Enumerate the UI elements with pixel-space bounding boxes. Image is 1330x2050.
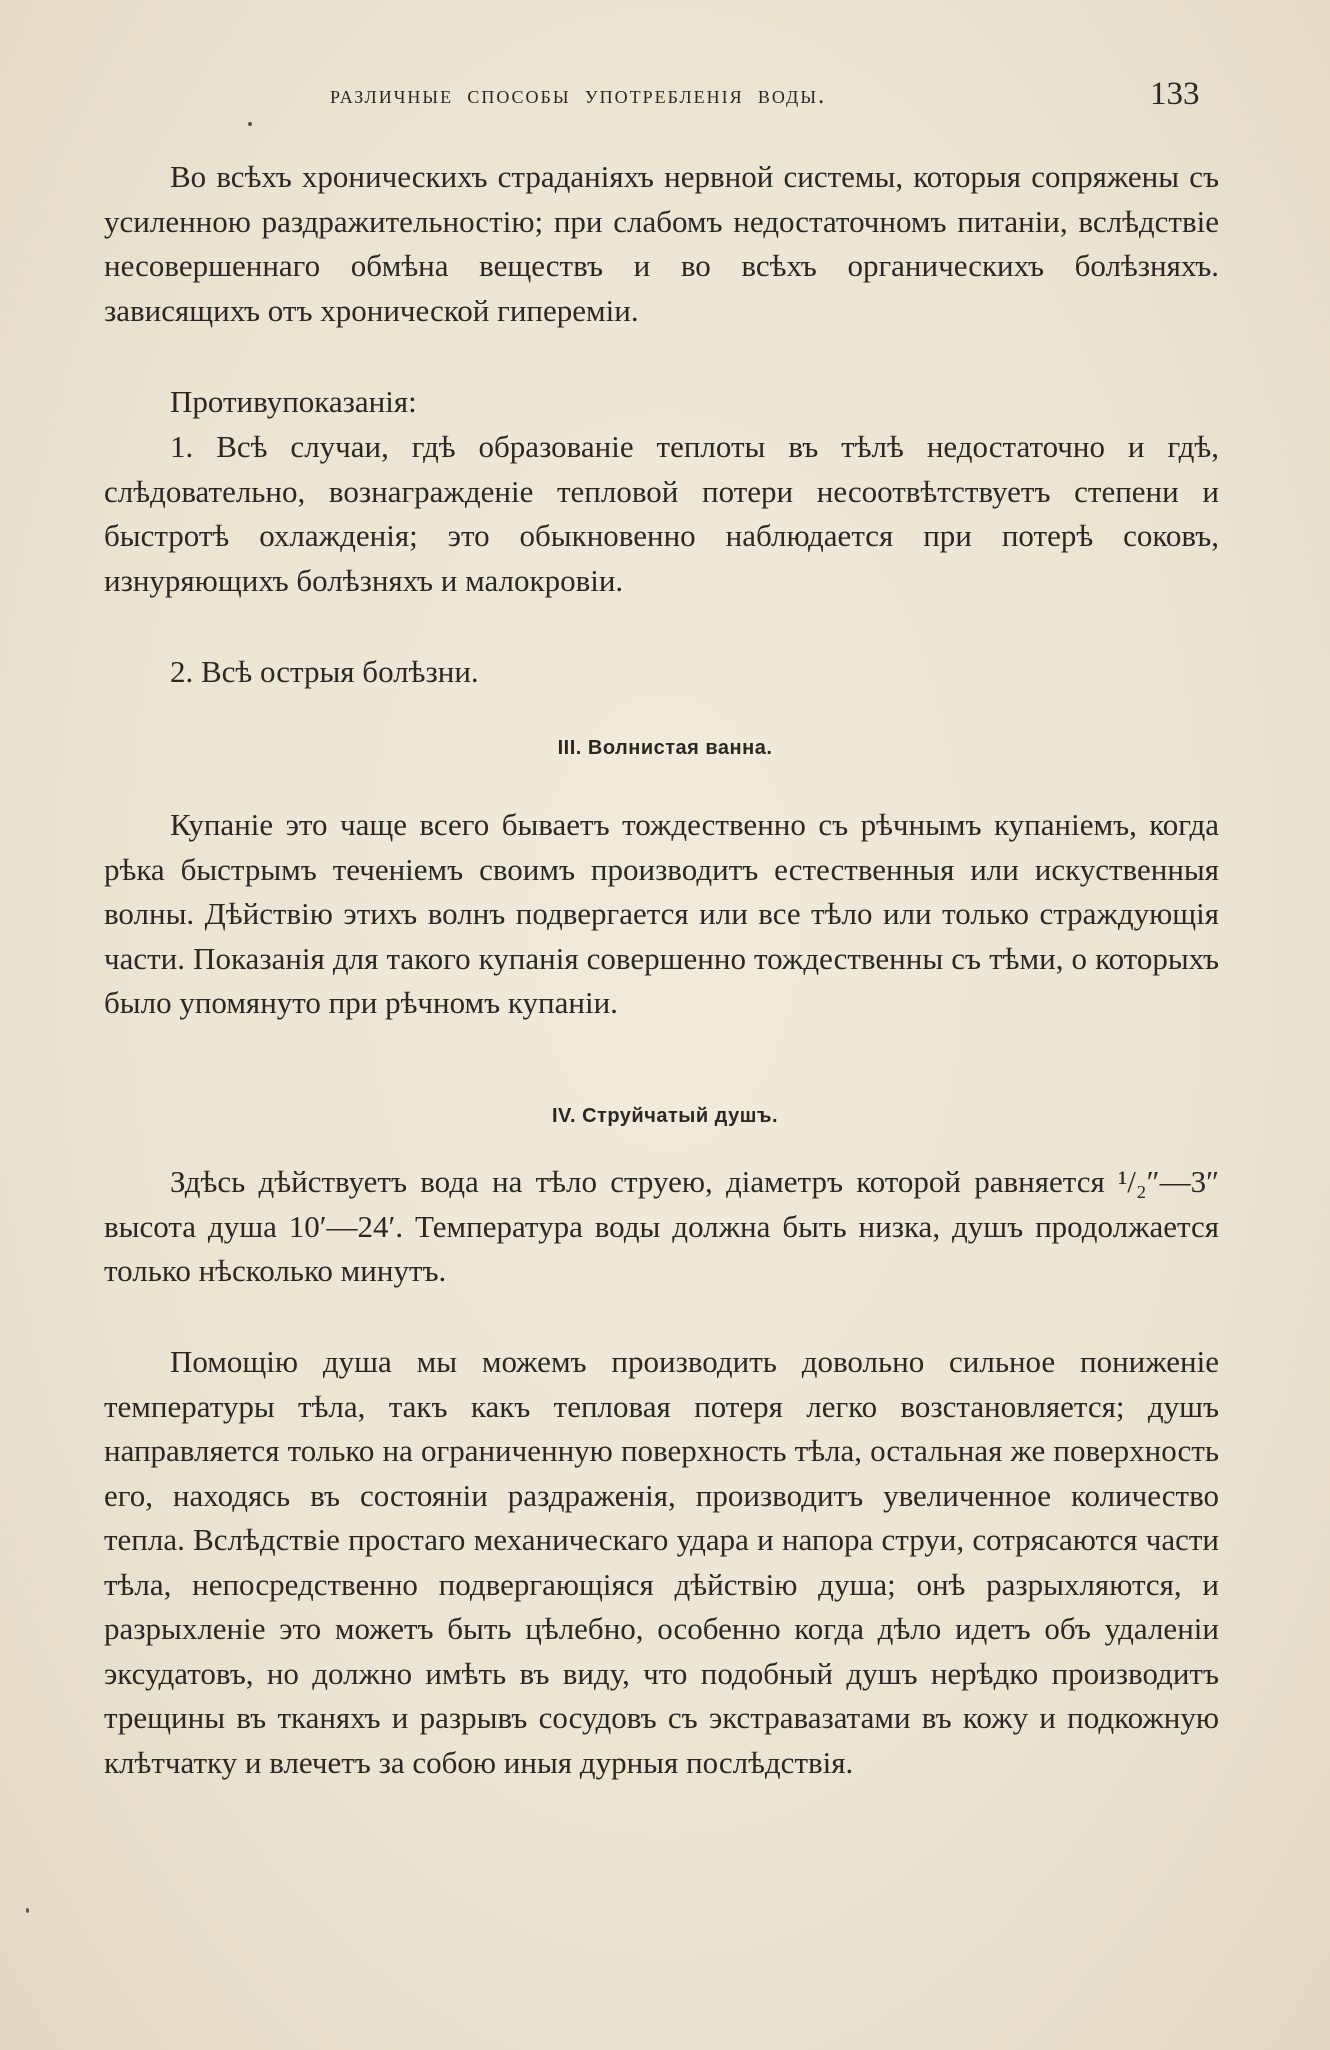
- print-speck: [248, 122, 252, 126]
- paragraph-nervous-system: Во всѣхъ хроническихъ страданіяхъ нервной системы, которыя сопряжены съ усиленною раздражительностію; при слабомъ недостаточномъ питаніи, вслѣдствіе несовершеннаго обмѣна веществъ и во всѣхъ органическихъ болѣзняхъ. зависящихъ отъ хронической гипереміи.: [104, 159, 1219, 328]
- running-head: различные способы употребленія воды.: [330, 82, 827, 109]
- print-speck: [26, 1908, 29, 1913]
- section-title-jet-shower: IV. Струйчатый душъ.: [551, 1105, 779, 1127]
- contraindication-item-2: 2. Всѣ острыя болѣзни.: [170, 654, 479, 689]
- paragraph-wave-bath: Купаніе это чаще всего бываетъ тождественно съ рѣчнымъ купаніемъ, когда рѣка быстрымъ теченіемъ своимъ производитъ естественныя или искуственныя волны. Дѣйствію этихъ волнъ подвергается или все тѣло или только страждующія части. Показанія для такого купанія совершенно тождественны съ тѣми, о которыхъ было упомянуто при рѣчномъ купаніи.: [104, 807, 1219, 1020]
- contraindication-item-1: 1. Всѣ случаи, гдѣ образованіе теплоты въ тѣлѣ недостаточно и гдѣ, слѣдовательно, вознагражденіе тепловой потери несоотвѣтствуетъ степени и быстротѣ охлажденія; это обыкновенно наблюдается при потерѣ соковъ, изнуряющихъ болѣзняхъ и малокровіи.: [104, 429, 1219, 598]
- section-title-wave-bath: III. Волнистая ванна.: [557, 737, 773, 759]
- paragraph-jet-shower-effects: Помощію душа мы можемъ производить довольно сильное пониженіе температуры тѣла, такъ какъ тепловая потеря легко возстановляется; душъ направляется только на ограниченную поверхность тѣла, остальная же поверхность его, находясь въ состояніи раздраженія, производитъ увеличенное количество тепла. Вслѣдствіе простаго механическаго удара и напора струи, сотрясаются части тѣла, непосредственно подвергающіяся дѣйствію душа; онѣ разрыхляются, и разрыхленіе это можетъ быть цѣлебно, особенно когда дѣло идетъ объ удаленіи эксудатовъ, но должно имѣть въ виду, что подобный душъ нерѣдко производитъ трещины въ тканяхъ и разрывъ сосудовъ съ экстравазатами въ кожу и подкожную клѣтчатку и влечетъ за собою иныя дурныя послѣдствія.: [104, 1344, 1219, 1780]
- page-number: 133: [1150, 76, 1200, 112]
- contraindications-heading: Противупоказанія:: [170, 384, 417, 419]
- paragraph-jet-shower-description: Здѣсь дѣйствуетъ вода на тѣло струею, діаметръ которой равняется ¹/₂″—3″ высота душа 10′—24′. Температура воды должна быть низка, душъ продолжается только нѣсколько минутъ.: [104, 1164, 1219, 1288]
